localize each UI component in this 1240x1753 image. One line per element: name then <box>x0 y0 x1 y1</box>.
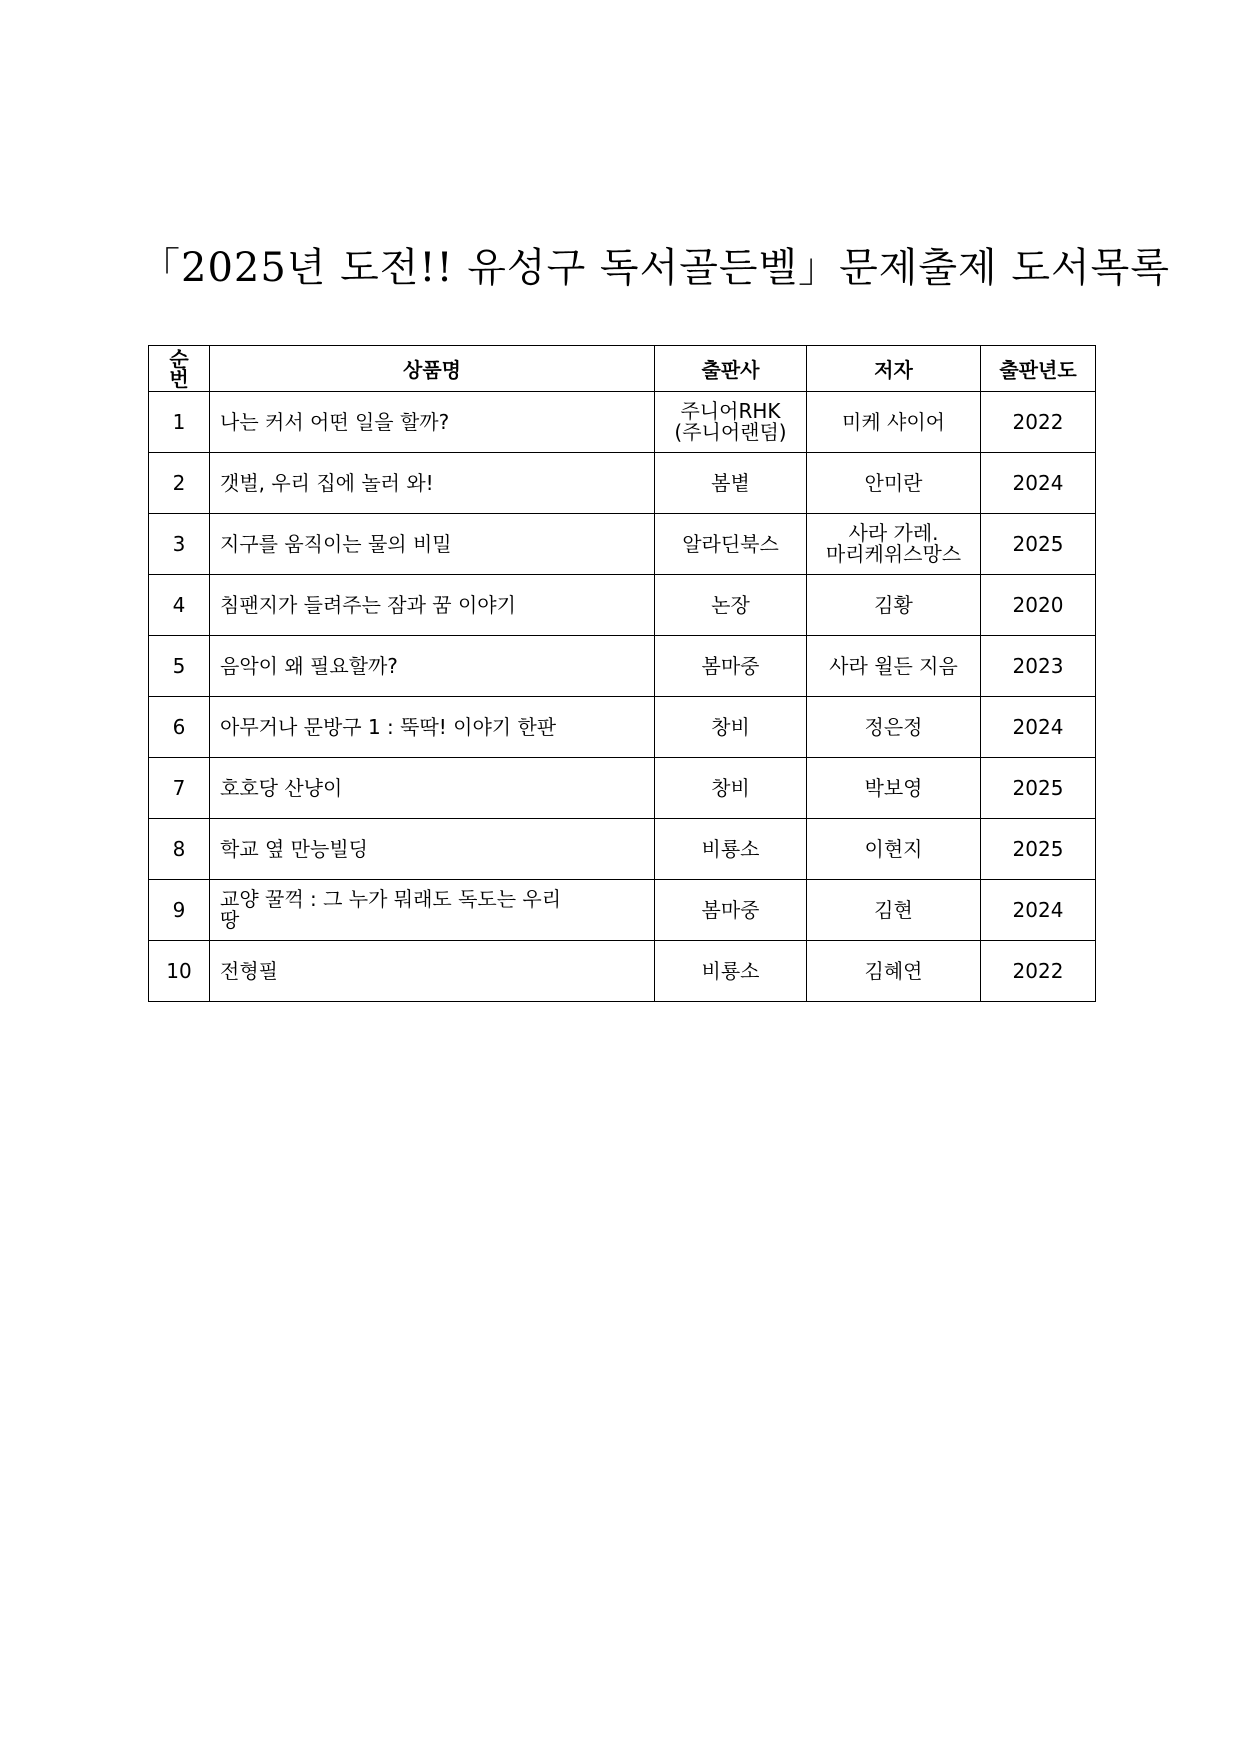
document-title: 「2025년 도전!! 유성구 독서골든벨」문제출제 도서목록 <box>140 245 1170 291</box>
table-row <box>149 392 1096 453</box>
cell-author: 정은정 <box>807 697 981 758</box>
cell-title: 아무거나 문방구 1 : 뚝딱! 이야기 한판 <box>210 697 655 758</box>
cell-author: 박보영 <box>807 758 981 819</box>
cell-publisher: 비룡소 <box>655 819 807 880</box>
cell-publisher: 주니어RHK (주니어랜덤) <box>655 392 807 453</box>
table-row <box>149 697 1096 758</box>
header-no: 순 번 <box>149 346 210 392</box>
cell-title: 교양 꿀꺽 : 그 누가 뭐래도 독도는 우리 땅 <box>210 880 655 941</box>
cell-year: 2025 <box>981 514 1096 575</box>
table-row <box>149 819 1096 880</box>
cell-no: 2 <box>149 453 210 514</box>
cell-title: 갯벌, 우리 집에 놀러 와! <box>210 453 655 514</box>
header-publisher: 출판사 <box>655 346 807 392</box>
cell-year: 2024 <box>981 880 1096 941</box>
table-row <box>149 453 1096 514</box>
cell-publisher: 논장 <box>655 575 807 636</box>
book-list-table <box>148 345 1096 1002</box>
cell-publisher: 봄볕 <box>655 453 807 514</box>
cell-author: 안미란 <box>807 453 981 514</box>
header-year: 출판년도 <box>981 346 1096 392</box>
cell-author: 김황 <box>807 575 981 636</box>
cell-author: 미케 샤이어 <box>807 392 981 453</box>
cell-no: 7 <box>149 758 210 819</box>
cell-no: 9 <box>149 880 210 941</box>
cell-title: 호호당 산냥이 <box>210 758 655 819</box>
cell-no: 3 <box>149 514 210 575</box>
cell-no: 10 <box>149 941 210 1002</box>
table-row <box>149 575 1096 636</box>
cell-author: 사라 가레. 마리케위스망스 <box>807 514 981 575</box>
cell-author: 김현 <box>807 880 981 941</box>
table-row <box>149 758 1096 819</box>
cell-title: 전형필 <box>210 941 655 1002</box>
cell-publisher: 창비 <box>655 697 807 758</box>
cell-publisher: 창비 <box>655 758 807 819</box>
cell-title: 학교 옆 만능빌딩 <box>210 819 655 880</box>
cell-title: 지구를 움직이는 물의 비밀 <box>210 514 655 575</box>
header-title: 상품명 <box>210 346 655 392</box>
cell-year: 2024 <box>981 697 1096 758</box>
table-row <box>149 514 1096 575</box>
cell-no: 8 <box>149 819 210 880</box>
header-author: 저자 <box>807 346 981 392</box>
cell-publisher: 비룡소 <box>655 941 807 1002</box>
cell-publisher: 봄마중 <box>655 636 807 697</box>
cell-title: 침팬지가 들려주는 잠과 꿈 이야기 <box>210 575 655 636</box>
cell-year: 2022 <box>981 392 1096 453</box>
cell-no: 5 <box>149 636 210 697</box>
cell-year: 2024 <box>981 453 1096 514</box>
cell-author: 김혜연 <box>807 941 981 1002</box>
table-row <box>149 880 1096 941</box>
cell-no: 4 <box>149 575 210 636</box>
table-row <box>149 636 1096 697</box>
cell-year: 2025 <box>981 819 1096 880</box>
cell-title: 나는 커서 어떤 일을 할까? <box>210 392 655 453</box>
cell-year: 2020 <box>981 575 1096 636</box>
table-row <box>149 941 1096 1002</box>
cell-publisher: 알라딘북스 <box>655 514 807 575</box>
cell-no: 6 <box>149 697 210 758</box>
cell-year: 2023 <box>981 636 1096 697</box>
cell-author: 사라 윌든 지음 <box>807 636 981 697</box>
cell-year: 2022 <box>981 941 1096 1002</box>
cell-no: 1 <box>149 392 210 453</box>
cell-year: 2025 <box>981 758 1096 819</box>
table-header-row <box>149 346 1096 392</box>
cell-publisher: 봄마중 <box>655 880 807 941</box>
cell-title: 음악이 왜 필요할까? <box>210 636 655 697</box>
cell-author: 이현지 <box>807 819 981 880</box>
